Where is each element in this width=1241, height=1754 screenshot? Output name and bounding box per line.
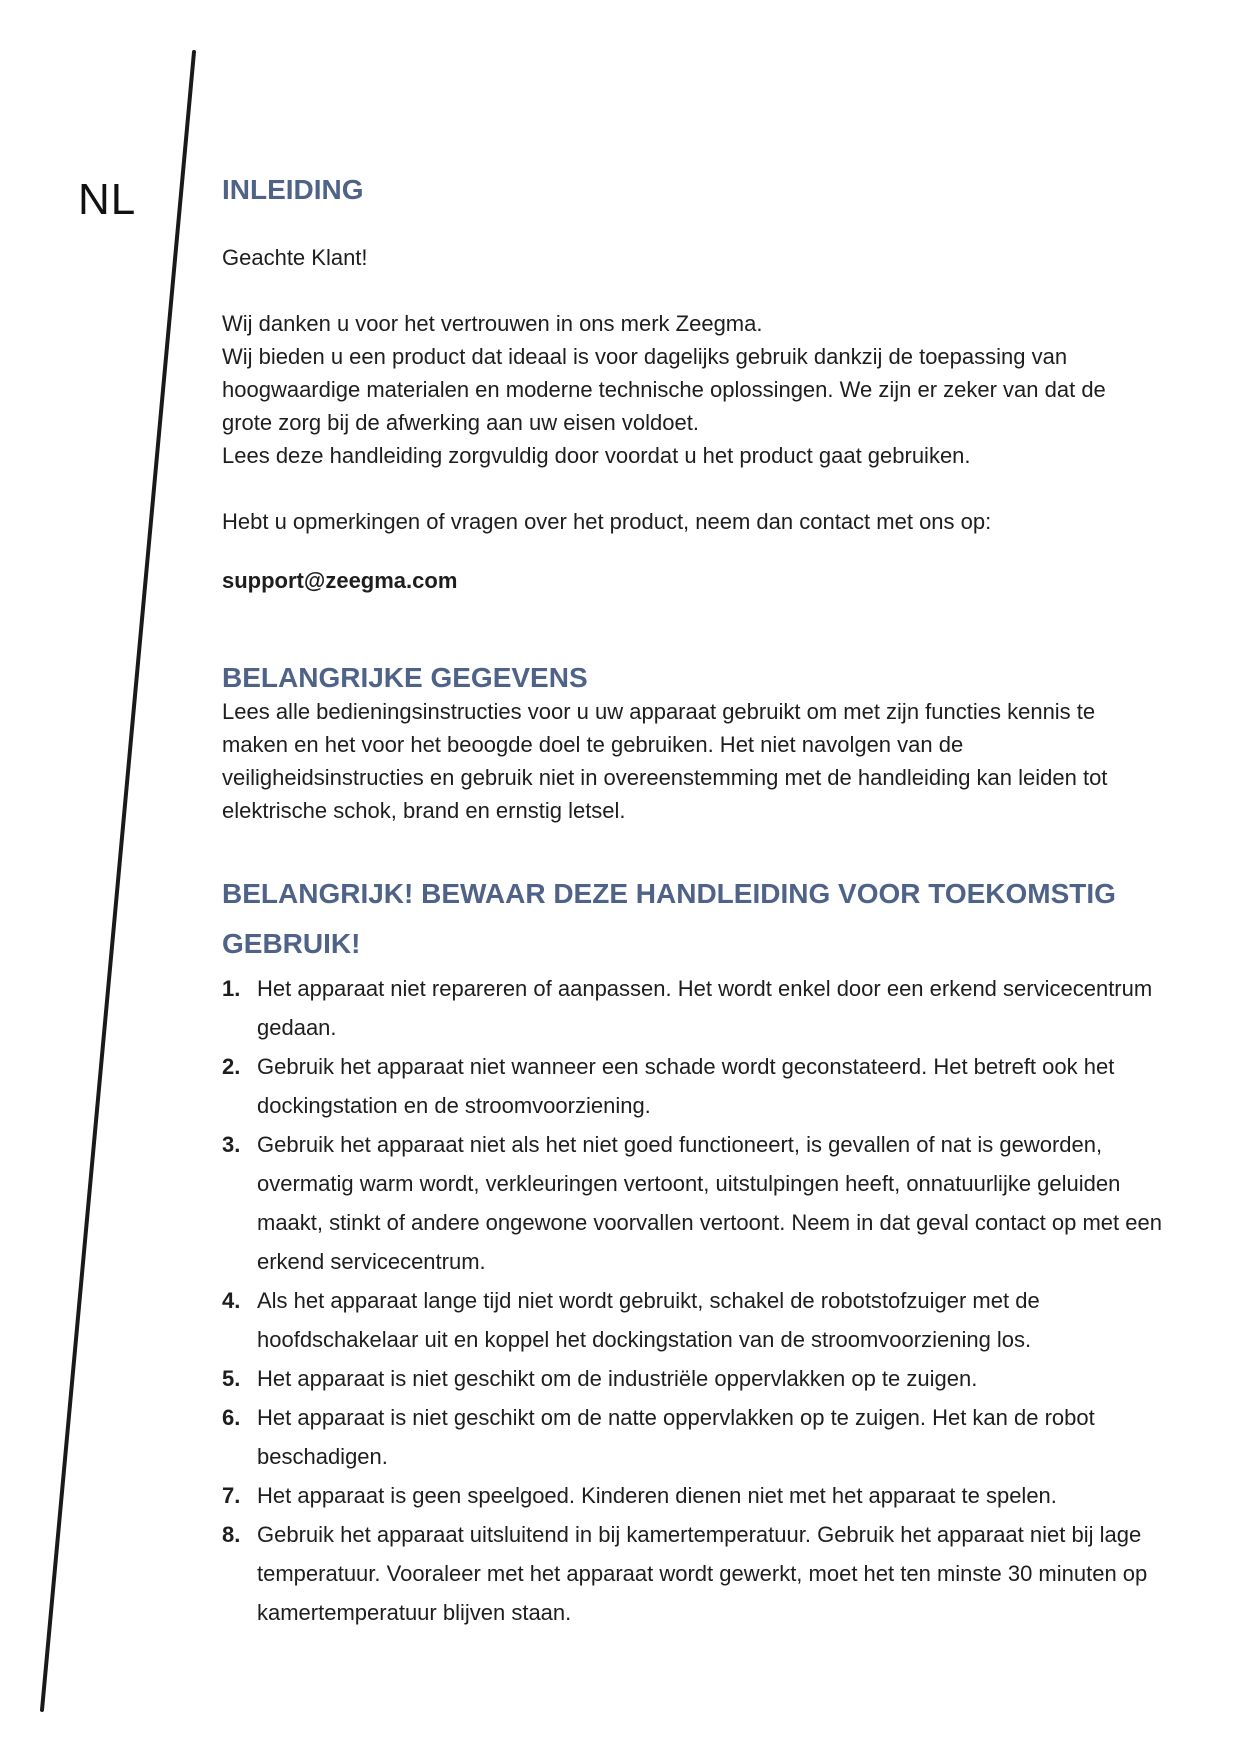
manual-content xyxy=(222,172,1162,1632)
safety-rules-list xyxy=(222,969,1162,1632)
important-data-text: Lees alle bedieningsinstructies voor u uw apparaat gebruikt om met zijn functies kennis te maken en het voor het beoogde doel te gebruiken. Het niet navolgen van de veiligheidsinstructies en gebruik niet in overeenstemming met de handleiding kan leiden tot elektrische schok, brand en ernstig letsel. xyxy=(222,699,1108,823)
keep-manual-heading: BELANGRIJK! BEWAAR DEZE HANDLEIDING VOOR TOEKOMSTIG GEBRUIK! xyxy=(222,878,1116,959)
item-number: 2. xyxy=(222,1054,241,1079)
intro-line: Lees deze handleiding zorgvuldig door voordat u het product gaat gebruiken. xyxy=(222,443,971,468)
item-text: Gebruik het apparaat niet wanneer een schade wordt geconstateerd. Het betreft ook het dockingstation en de stroomvoorziening. xyxy=(257,1054,1115,1118)
contact-text: Hebt u opmerkingen of vragen over het product, neem dan contact met ons op: xyxy=(222,509,992,534)
item-number: 6. xyxy=(222,1405,241,1430)
item-number: 5. xyxy=(222,1366,241,1391)
item-text: Gebruik het apparaat uitsluitend in bij kamertemperatuur. Gebruik het apparaat niet bij lage temperatuur. Vooraleer met het apparaat wordt gewerkt, moet het ten minste 30 minuten op kamertemperatuur blijven staan. xyxy=(257,1522,1148,1625)
language-code: NL xyxy=(78,175,137,224)
item-text: Het apparaat is niet geschikt om de natte oppervlakken op te zuigen. Het kan de robot beschadigen. xyxy=(257,1405,1095,1469)
item-text: Gebruik het apparaat niet als het niet goed functioneert, is gevallen of nat is geworden, overmatig warm wordt, verkleuringen vertoont, uitstulpingen heeft, onnatuurlijke geluiden maakt, stinkt of andere ongewone voorvallen vertoont. Neem in dat geval contact op met een erkend servicecentrum. xyxy=(257,1132,1162,1274)
item-number: 4. xyxy=(222,1288,241,1313)
list-item xyxy=(222,1125,1162,1281)
item-text: Als het apparaat lange tijd niet wordt gebruikt, schakel de robotstofzuiger met de hoofdschakelaar uit en koppel het dockingstation van de stroomvoorziening los. xyxy=(257,1288,1040,1352)
list-item xyxy=(222,1281,1162,1359)
item-number: 3. xyxy=(222,1132,241,1157)
intro-line: Wij bieden u een product dat ideaal is voor dagelijks gebruik dankzij de toepassing van hoogwaardige materialen en moderne technische oplossingen. We zijn er zeker van dat de grote zorg bij de afwerking aan uw eisen voldoet. xyxy=(222,344,1106,435)
intro-paragraph xyxy=(222,307,1162,472)
list-item xyxy=(222,1047,1162,1125)
item-text: Het apparaat is geen speelgoed. Kinderen dienen niet met het apparaat te spelen. xyxy=(257,1483,1057,1508)
item-text: Het apparaat is niet geschikt om de industriële oppervlakken op te zuigen. xyxy=(257,1366,978,1391)
intro-line: Wij danken u voor het vertrouwen in ons merk Zeegma. xyxy=(222,311,763,336)
item-text: Het apparaat niet repareren of aanpassen. Het wordt enkel door een erkend servicecentrum gedaan. xyxy=(257,976,1153,1040)
list-item xyxy=(222,1515,1162,1632)
intro-heading: INLEIDING xyxy=(222,174,364,205)
item-number: 8. xyxy=(222,1522,241,1547)
list-item xyxy=(222,1476,1162,1515)
list-item xyxy=(222,969,1162,1047)
item-number: 1. xyxy=(222,976,241,1001)
item-number: 7. xyxy=(222,1483,241,1508)
list-item xyxy=(222,1398,1162,1476)
list-item xyxy=(222,1359,1162,1398)
greeting: Geachte Klant! xyxy=(222,245,368,270)
support-email: support@zeegma.com xyxy=(222,568,458,593)
important-data-heading: BELANGRIJKE GEGEVENS xyxy=(222,662,588,693)
